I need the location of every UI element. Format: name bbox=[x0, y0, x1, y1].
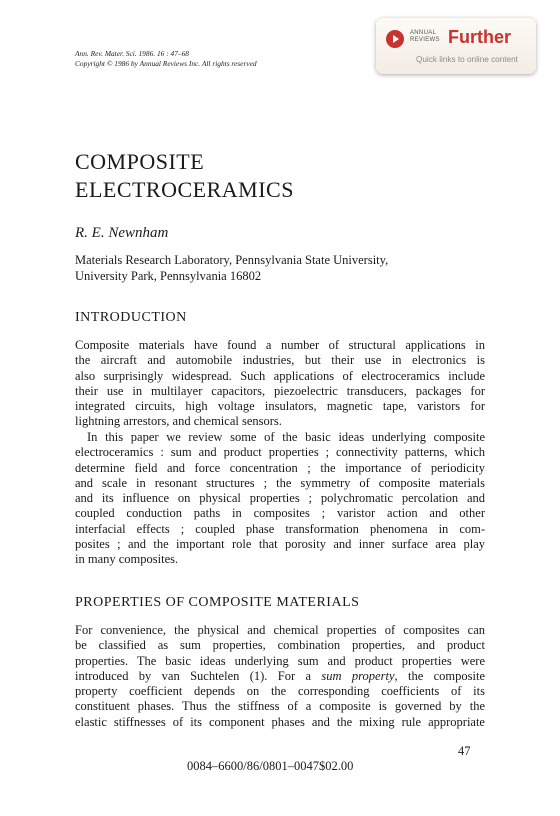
copyright-line: Copyright © 1986 by Annual Reviews Inc. All rights reserved bbox=[75, 59, 257, 68]
introduction-paragraph-2: In this paper we review some of the basic ideas underlying composite electroceramics : sum and product properties ; connectivity patterns, which determine field and force concentration ; the importance of periodicity and scale in resonant structures ; the symmetry of composite materials and its influence on physical properties ; polychromatic percolation and coupled conduction paths in composites ; varistor action and other interfacial effects ; coupled phase transformation phenomena in com- posites ; and the important role that porosity and inner surface area play in many composites. bbox=[75, 430, 485, 567]
sum-property-emphasis: sum property bbox=[321, 668, 395, 683]
author-affiliation: Materials Research Laboratory, Pennsylvania State University, University Park, Pennsylvania 16802 bbox=[75, 253, 389, 283]
further-subtitle: Quick links to online content bbox=[416, 55, 518, 64]
further-title: Further bbox=[448, 27, 511, 47]
journal-citation bbox=[75, 49, 257, 69]
properties-paragraph: For convenience, the physical and chemical properties of composites can be classified as sum properties, combination properties, and product properties. The basic ideas underlying sum and product properties were introduced by van Suchtelen (1). For a sum property, the composite property coefficient depends on the corresponding coefficients of its constituent phases. Thus the stiffness of a composite is governed by the elastic stiffnesses of its component phases and the mixing rule appropriate bbox=[75, 623, 485, 729]
article-title: COMPOSITE ELECTROCERAMICS bbox=[75, 149, 294, 202]
citation-line: Ann. Rev. Mater. Sci. 1986. 16 : 47–68 bbox=[75, 49, 189, 58]
annual-reviews-wordmark: ANNUAL REVIEWS bbox=[410, 30, 440, 43]
introduction-heading: INTRODUCTION bbox=[75, 310, 187, 325]
introduction-paragraph-1: Composite materials have found a number of structural applications in the aircraft and automobile industries, but their use in electronics is also surprisingly widespread. Such applications of electroceramics include their use in multilayer capacitors, piezoelectric transducers, packages for integrated circuits, high voltage insulators, magnetic tape, varistors for lightning arrestors, and chemical sensors. bbox=[75, 338, 485, 429]
line-with-emphasis: introduced by van Suchtelen (1). For a sum property, the composite bbox=[75, 668, 485, 683]
properties-heading: PROPERTIES OF COMPOSITE MATERIALS bbox=[75, 595, 360, 610]
further-banner-link[interactable] bbox=[376, 18, 536, 74]
annual-reviews-logo-icon bbox=[386, 30, 404, 48]
page-number: 47 bbox=[458, 744, 471, 758]
article-author: R. E. Newnham bbox=[75, 225, 169, 241]
document-code: 0084–6600/86/0801–0047$02.00 bbox=[187, 759, 354, 773]
